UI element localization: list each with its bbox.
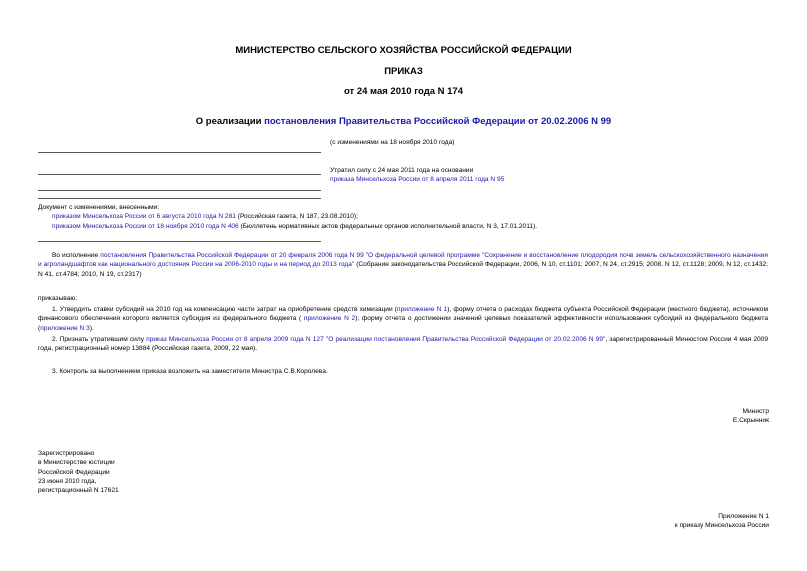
divider [38,174,321,175]
signature-role: Министр [742,408,769,415]
paragraph-text: 2. Признать утратившим силу [52,336,147,343]
amendments-heading: Документ с изменениями, внесенными: [38,204,160,211]
document-date: от 24 мая 2010 года N 174 [343,86,464,97]
intro-link[interactable]: постановления Правительства Российской Федерации от 20 февраля 2006 года N 99 "О федеральной целевой программе "Сохранение и восстановление плодородия почв земель сельскохозяйственного назначения и агроландшафтов как национального достояния России на 2006-2010 годы и на период до 2013 года" [38,252,769,269]
registration-line: в Министерстве юстиции [38,459,115,467]
registration-line: 23 июня 2010 года, [38,477,97,485]
document-type: ПРИКАЗ [384,66,423,77]
amendment-source: (Бюллетень нормативных актов федеральных органов исполнительной власти, N 3, 17.01.2011). [238,222,538,230]
paragraph-text: , зарегистрированный Минюстом России 4 мая 2009 года, регистрационный номер 13884 (Российская газета, 2009, 22 мая). [38,336,768,353]
appendix-header [570,512,769,531]
repealed-order-link[interactable]: приказ Минсельхоза России от 8 апреля 2009 года N 127 "О реализации постановления Правительства Российской Федерации от 20.02.2006 N 99" [146,336,606,343]
orders-word: приказываю: [38,295,78,302]
amendment-link[interactable]: приказом Минсельхоза России от 6 августа 2010 года N 281 [52,213,236,221]
registration-line: Российской Федерации [38,468,110,476]
signature-name: Е.Скрынник [732,417,769,425]
paragraph-2 [38,335,768,354]
paragraph-3: 3. Контроль за выполнением приказа возложить на заместителя Министра С.В.Королева. [52,368,328,375]
amendment-item [38,212,738,221]
appendix-1-link[interactable]: приложение N 1 [397,306,448,313]
paragraph-text: ), форму отчета о расходах бюджета субъекта Российской Федерации (местного бюджета), источником финансового обеспечения которого является субсидия из федерального бюджета ( [38,306,768,323]
appendix-3-link[interactable]: приложение N 3 [40,324,90,332]
registration-block [38,449,238,495]
registration-line: Зарегистрировано [38,450,95,457]
ministry-heading: МИНИСТЕРСТВО СЕЛЬСКОГО ХОЗЯЙСТВА РОССИЙСКОЙ ФЕДЕРАЦИИ [235,45,572,56]
document-title [0,116,807,127]
title-prefix: О реализации [195,116,265,127]
amendments-block [38,203,738,231]
divider [38,152,321,153]
repeal-link[interactable]: приказа Минсельхоза России от 8 апреля 2011 года N 95 [330,176,505,184]
amendment-item [38,222,738,231]
signature-block [600,407,769,426]
paragraph-text: 1. Утвердить ставки субсидий на 2010 год на компенсацию части затрат на приобретение средств химизации ( [52,306,397,313]
appendix-line: к приказу Минсельхоза России [674,522,769,530]
appendix-2-link[interactable]: приложение N 2 [303,315,356,323]
divider [38,198,321,199]
repeal-note [330,166,590,185]
title-link[interactable]: постановления Правительства Российской Федерации от 20.02.2006 N 99 [264,116,612,127]
changes-note: (с изменениями на 18 ноября 2010 года) [330,139,455,146]
paragraph-text: ). [89,324,94,332]
repeal-line: Утратил силу с 24 мая 2011 года на основании [330,167,474,174]
amendment-link[interactable]: приказом Минсельхоза России от 18 ноября 2010 года N 406 [52,222,239,230]
appendix-line: Приложение N 1 [718,513,769,520]
intro-text: Во исполнение [52,252,101,259]
divider [38,241,321,242]
registration-line: регистрационный N 17621 [38,487,119,495]
divider [38,190,321,191]
intro-source: (Собрание законодательства Российской Федерации, 2006, N 10, ст.1101; 2007, N 24, ст.2915; 2008, N 12, ст.1128; 2009, N 12, ст.1432; N 41, ст.4784; 2010, N 19, ст.2317) [38,261,768,278]
paragraph-1 [38,305,768,333]
amendment-source: (Российская газета, N 187, 23.08.2010); [235,213,358,221]
paragraph-text: ), форму отчета о достижении значений целевых показателей эффективности использования субсидий из федерального бюджета ( [38,315,768,332]
intro-paragraph [38,251,768,279]
